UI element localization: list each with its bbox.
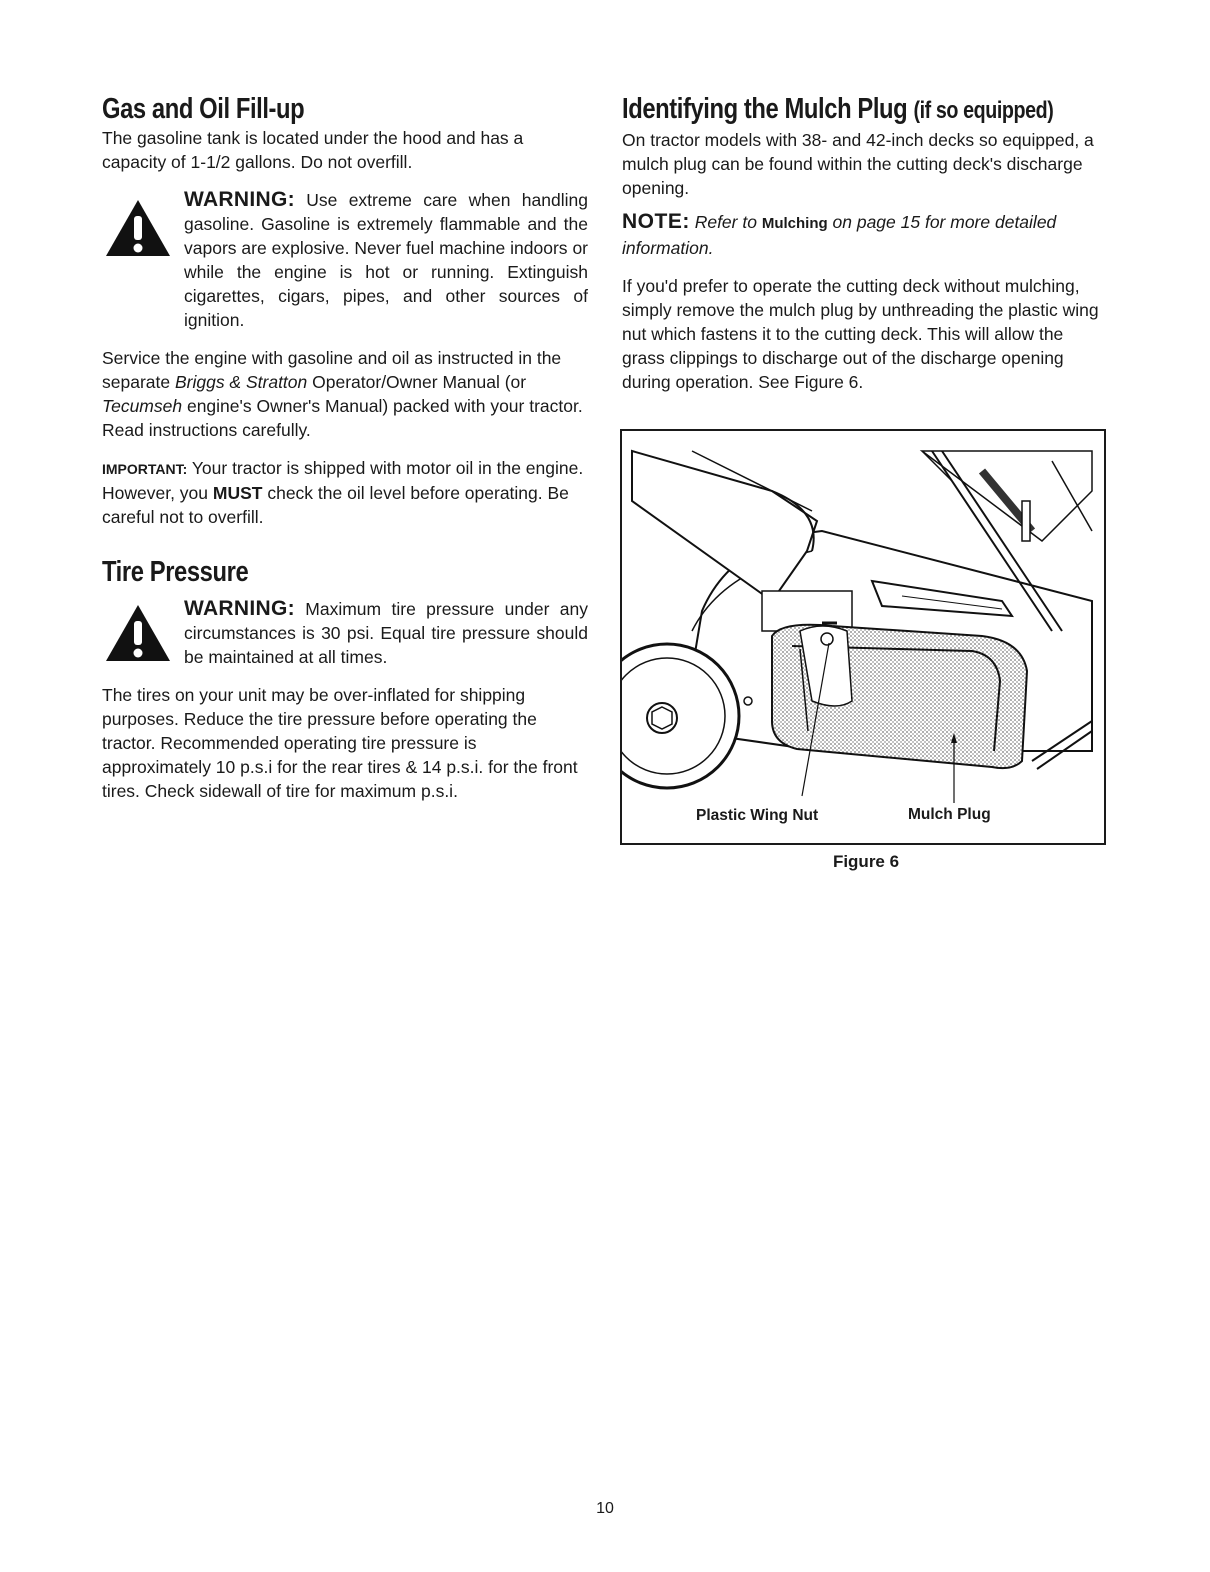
- tire-pressure-heading: Tire Pressure: [102, 556, 249, 588]
- tecumseh-brand: Tecumseh: [102, 396, 183, 416]
- important-label: IMPORTANT:: [102, 461, 188, 477]
- mulch-body: If you'd prefer to operate the cutting deck without mulching, simply remove the mulch plug by unthreading the plastic wing nut which fastens it to the cutting deck. This will allow the grass clippings to discharge out of the discharge opening during operation. See Figure 6.: [622, 276, 1099, 392]
- note-paragraph: NOTE: Refer to Mulching on page 15 for more detailed information.: [622, 210, 1057, 258]
- gas-oil-intro: The gasoline tank is located under the hood and has a capacity of 1-1/2 gallons. Do not overfill.: [102, 128, 524, 172]
- tire-warning-block: [102, 597, 588, 669]
- mulch-plug-label: Mulch Plug: [908, 806, 991, 823]
- tire-warning-text: WARNING: Maximum tire pressure under any circumstances is 30 psi. Equal tire pressure should be maintained at all times.: [184, 597, 588, 667]
- page-number: 10: [596, 1500, 614, 1517]
- figure-6-frame: [620, 429, 1106, 845]
- important-paragraph: IMPORTANT: Your tractor is shipped with motor oil in the engine. However, you MUST check the oil level before operating. Be careful not to overfill.: [102, 458, 584, 527]
- figure-caption: Figure 6: [832, 852, 900, 871]
- tire-warning-label: WARNING:: [184, 597, 295, 620]
- mulch-plug-heading: Identifying the Mulch Plug (if so equipped): [622, 93, 1054, 125]
- mulch-heading-suffix: (if so equipped): [913, 97, 1054, 124]
- note-label: NOTE:: [622, 210, 690, 233]
- gas-warning-label: WARNING:: [184, 188, 295, 211]
- mulch-intro: On tractor models with 38- and 42-inch decks so equipped, a mulch plug can be found within the cutting deck's discharge opening.: [622, 130, 1094, 198]
- gas-warning-text: WARNING: Use extreme care when handling gasoline. Gasoline is extremely flammable and the vapors are explosive. Never fuel machine indoors or while the engine is hot or running. Extinguish cigarettes, cigars, pipes, and other sources of ignition.: [184, 188, 588, 330]
- warning-triangle-icon: [104, 198, 172, 258]
- left-column: [102, 92, 588, 803]
- plastic-wing-nut-label: Plastic Wing Nut: [696, 807, 819, 824]
- right-column: [622, 92, 1110, 394]
- warning-triangle-icon: [104, 603, 172, 663]
- gas-warning-block: [102, 188, 588, 332]
- gas-oil-heading: Gas and Oil Fill-up: [102, 93, 305, 125]
- mulching-reference: Mulching: [761, 215, 828, 232]
- service-paragraph: Service the engine with gasoline and oil as instructed in the separate Briggs & Stratton Operator/Owner Manual (or Tecumseh engine's Owner's Manual) packed with your tractor. Read instructions carefully.: [102, 348, 583, 440]
- must-emphasis: MUST: [212, 483, 263, 503]
- mulch-plug-illustration: [622, 431, 1104, 843]
- briggs-stratton-brand: Briggs & Stratton: [174, 372, 308, 392]
- tire-body: The tires on your unit may be over-inflated for shipping purposes. Reduce the tire pressure before operating the tractor. Recommended operating tire pressure is approximately 10 p.s.i for the rear tires & 14 p.s.i. for the front tires. Check sidewall of tire for maximum p.s.i.: [102, 685, 578, 801]
